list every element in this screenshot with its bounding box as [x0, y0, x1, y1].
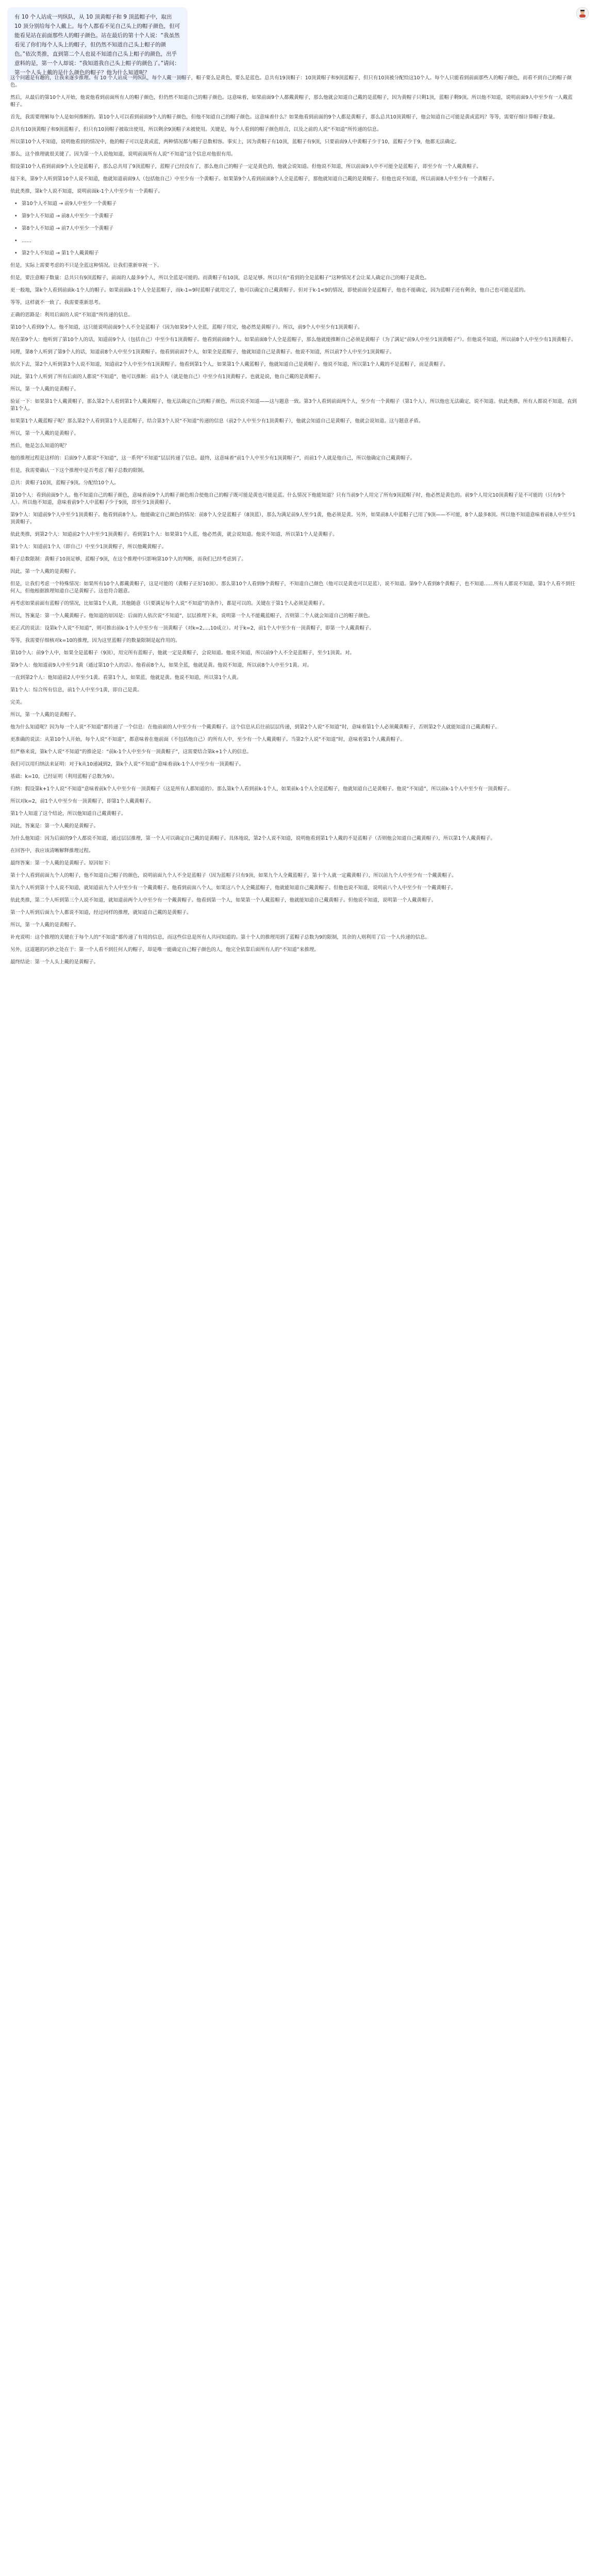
- answer-paragraph: 总共：黄帽子10顶，蓝帽子9顶。分配给10个人。: [10, 480, 119, 486]
- answer-paragraph: 在回答中，我应该清晰解释推理过程。: [10, 848, 94, 854]
- answer-paragraph: 补充说明：这个推理的关键在于每个人的“不知道”都传递了有用的信息，而这些信息是所有人共同知道的。第十个人的推理用到了蓝帽子总数为9的限制，其余的人则利用了后一个人传递的信息。: [10, 935, 430, 940]
- answer-paragraph: 所以，第一个人戴的是黄帽子。: [10, 922, 79, 928]
- answer-list-item: • 第2个人不知道 → 第1个人戴黄帽子: [10, 250, 577, 257]
- answer-paragraph: 那么，这个推理就很关键了。因为第一个人说他知道，说明前面所有人说“不知道”这个信息对他很有用。: [10, 151, 236, 157]
- answer-paragraph: 第一个人听到后面九个人都说不知道，经过同样的推理，就知道自己戴的是黄帽子。: [10, 910, 192, 916]
- answer-paragraph: 然后，他是怎么知道的呢？: [10, 443, 70, 449]
- answer-paragraph: 所以对k=2，前1个人中至少有一顶黄帽子，即第1个人戴黄帽子。: [10, 799, 154, 804]
- answer-paragraph: 依此类推，到第2个人：知道前2个人中至少1顶黄帽子。看到第1个人：如果第1个人蓝，他必然黄，就会说知道。他说不知道，所以第1个人是黄帽子。: [10, 532, 338, 537]
- answer-paragraph: 更正式的说法：设第k个人说“不知道”，则可推出前k-1个人中至少有一顶黄帽子（对k=2,...,10成立）。对于k=2，前1个人中至少有一顶黄帽子，即第一个人戴黄帽子。: [10, 625, 374, 631]
- answer-paragraph: 另外，这道题的巧妙之处在于：第一个人看不到任何人的帽子，却是唯一能确定自己帽子颜色的人，他完全依靠后面所有人的“不知道”来推理。: [10, 947, 319, 953]
- answer-paragraph: 然后，从最后的第10个人开始，他说他看到前面所有人的帽子颜色，但仍然不知道自己的帽子颜色。这意味着，如果前面9个人都戴黄帽子，那么他就会知道自己戴的是蓝帽子，因为黄帽子只剩1顶，蓝帽子剩9顶。所以他不知道，说明前面9人中至少有一人戴蓝帽子。: [10, 95, 573, 108]
- answer-paragraph: 验证一下：如果第1个人戴黄帽子，那么第2个人看到第1个人戴黄帽子，他无法确定自己的帽子颜色，所以说不知道——这与题意一致。第3个人看到前面两个人，至少有一个黄帽子（第1个人），所以他也无法确定，说不知道。依此类推，所有人都说不知道，直到第1个人。: [10, 399, 577, 412]
- answer-paragraph: 归纳：假设第k+1个人说“不知道”意味着前k个人中至少有一顶黄帽子（这是所有人都知道的）。那么第k个人看到前k-1个人，如果前k-1个人全是蓝帽子，他就知道自己是黄帽子。他说“不知道”，所以前k-1个人中至少有一顶黄帽子。: [10, 786, 512, 792]
- answer-paragraph: 第9个人：知道前9个人中至少1顶黄帽子。他看到前8个人。他能确定自己颜色的情况：前8个人全是蓝帽子（8顶蓝），那么为满足前9人至少1黄，他必须是黄。另外，如果前8人中蓝帽子已用了9顶——不可能，8个人最多8顶。所以他不知道意味着前8人中至少1顶黄帽子。: [10, 512, 576, 525]
- user-message-bubble: 有 10 个人站成一列纵队，从 10 顶黄帽子和 9 顶蓝帽子中，取出 10 顶分别给每个人戴上。每个人都看不见自己头上的帽子颜色，但可能看见站在前面那些人的帽子颜色。站在最后的第十个人说：“我虽然看见了你们每个人头上的帽子，但仍然不知道自己头上帽子的颜色。”依次类推，直到第二个人也说不知道自己头上帽子的颜色，出乎意料的是，第一个人却说：“我知道我自己头上帽子的颜色了。”请问：第一个人头上戴的是什么颜色的帽子？他为什么知道呢？: [7, 7, 188, 82]
- answer-paragraph: 但是，要注意帽子数量：总共只有9顶蓝帽子，前面的人最多9个人，所以全蓝是可能的。而黄帽子有10顶，总是足够。所以只有“看到的全是蓝帽子”这种情况才会让某人确定自己的帽子是黄色。: [10, 275, 430, 281]
- answer-list-item: • ……: [10, 238, 577, 245]
- answer-paragraph: 再考虑如果前面有蓝帽子的情况，比如第1个人黄，其他随意（只要满足每个人说“不知道”的条件），都是可以的。关键在于第1个人必须是黄帽子。: [10, 601, 328, 606]
- answer-paragraph: 所以，第一个人戴的是黄帽子。: [10, 712, 79, 718]
- answer-paragraph: 更一般地，第k个人看到前面k-1个人的帽子。如果前面k-1个人全是蓝帽子，而k-1=9时蓝帽子就用完了，他可以确定自己戴黄帽子。但对于k-1<9的情况，即使前面全是蓝帽子，他也不能确定，因为蓝帽子还有剩余，他自己也可能是蓝的。: [10, 287, 529, 293]
- answer-paragraph: 因此，第1个人听到了所有后面的人都说“不知道”，他可以推断：前1个人（就是他自己）中至少有1顶黄帽子。也就是说，他自己戴的是黄帽子。: [10, 374, 324, 380]
- answer-paragraph: 第10个人：前9个人中，如果全是蓝帽子（9顶），用完所有蓝帽子，他就一定是黄帽子，会说知道。他说不知道，所以前9个人不全是蓝帽子，至少1顶黄。对。: [10, 650, 355, 656]
- answer-paragraph: 等等，这样就不一致了。我需要重新思考。: [10, 300, 104, 306]
- answer-paragraph: 总共有10顶黄帽子和9顶蓝帽子，但只有10顶帽子被取出使用，所以剩余9顶帽子未被使用。关键是，每个人看到的帽子颜色组合，以及之前的人说“不知道”所传递的信息。: [10, 127, 382, 132]
- answer-paragraph: 但严格来说，第k个人说“不知道”的推论是：“前k-1个人中至少有一顶黄帽子”，这需要结合第k+1个人的信息。: [10, 749, 252, 755]
- answer-paragraph: 所以第10个人不知道，说明他看到的情况中，他的帽子可以是黄或蓝，两种情况都与帽子总数相容。事实上，因为黄帽子有10顶，蓝帽子有9顶，只要前面9人中黄帽子少于10，蓝帽子少于9，他都无法确定。: [10, 139, 460, 145]
- answer-paragraph: 这个问题是有趣的，让我来逐步推理。有 10 个人站成一列纵队，每个人戴一顶帽子，帽子要么是黄色，要么是蓝色。总共有19顶帽子：10顶黄帽子和9顶蓝帽子，但只有10顶被分配给这10个人。每个人只能看到前面那些人的帽子颜色，而看不到自己的帽子颜色。: [10, 75, 572, 88]
- answer-paragraph: 首先，我需要理解每个人是如何推断的。第10个人可以看到前面9个人的帽子颜色，但他不知道自己的帽子颜色。这意味着什么？如果他看到前面的9个人都是黄帽子，那么总共10顶黄帽子，他会知道自己可能是黄或蓝吗？等等，需要仔细计算帽子数量。: [10, 114, 558, 120]
- answer-list-item: • 第10个人不知道 → 前9人中至少一个黄帽子: [10, 200, 577, 208]
- answer-paragraph: 因此，第一个人戴的是黄帽子。: [10, 569, 79, 574]
- answer-paragraph: 同理，第8个人听到了第9个人的话，知道前8个人中至少1顶黄帽子。他看到前面7个人，如果全是蓝帽子，他就知道自己是黄帽子。他说不知道，所以前7个人中至少1顶黄帽子。: [10, 349, 395, 355]
- avatar-image-icon: [577, 8, 588, 19]
- answer-list-item: • 第9个人不知道 → 前8人中至少一个黄帽子: [10, 213, 577, 220]
- answer-paragraph: 最终结论：第一个人头上戴的是黄帽子。: [10, 959, 99, 965]
- answer-paragraph: 完美。: [10, 700, 25, 705]
- answer-paragraph: 正确的思路是：利用后面的人说“不知道”所传递的信息。: [10, 312, 133, 318]
- answer-paragraph: 第10个人看到9个人。他不知道，这只能说明前面9个人不全是蓝帽子（因为如果9个人全蓝，蓝帽子用完，他必然是黄帽子）。所以，前9个人中至少有1顶黄帽子。: [10, 325, 363, 330]
- answer-paragraph: 第十个人看到前面九个人的帽子，他不知道自己帽子的颜色，说明前面九个人不全是蓝帽子（因为蓝帽子只有9顶，如果九个人全戴蓝帽子，第十个人就一定戴黄帽子），所以前九个人中至少有一个戴黄帽子。: [10, 873, 457, 878]
- answer-paragraph: 我们可以用归纳法来证明：对于k从10递减到2，第k个人说“不知道”意味着前k-1个人中至少有一顶黄帽子。: [10, 761, 244, 767]
- answer-paragraph: 第9个人：他知道前9人中至少1黄（通过第10个人的话）。他看前8个人，如果全蓝，他就是黄。他说不知道，所以前8个人中至少1黄。对。: [10, 663, 312, 668]
- answer-paragraph: 假设第10个人看到前面9个人全是蓝帽子，那么总共用了9顶蓝帽子，蓝帽子已经没有了，那么他自己的帽子一定是黄色的，他就会说知道。但他说不知道，所以前面9人中不可能全是蓝帽子，即至少有一个人戴黄帽子。: [10, 164, 481, 170]
- answer-paragraph: 他的推理过程是这样的：后面9个人都说“不知道”，这一系列“不知道”层层传递了信息。最终，这意味着“前1个人中至少有1顶黄帽子”，而前1个人就是他自己，所以他确定自己戴黄帽子。: [10, 455, 415, 461]
- assistant-answer: [10, 75, 577, 971]
- answer-paragraph: 第1个人：知道前1个人（即自己）中至少1顶黄帽子，所以他戴黄帽子。: [10, 544, 167, 550]
- answer-paragraph: 但是，实际上需要考虑的不只是全蓝这种情况。让我们重新审视一下。: [10, 263, 162, 268]
- answer-paragraph: 依此类推，第二个人听到第三个人说不知道，就知道前两个人中至少有一个戴黄帽子。他看到第一个人，如果第一个人戴蓝帽子，他就能知道自己戴黄帽子。但他说不知道，说明第一个人戴黄帽子。: [10, 897, 437, 903]
- answer-paragraph: 第1个人：综合所有信息，前1个人中至少1黄，即自己是黄。: [10, 687, 142, 693]
- answer-paragraph: 基础：k=10，已经证明（利用蓝帽子总数为9）。: [10, 774, 118, 779]
- answer-paragraph: 为什么他知道：因为后面的9个人都说不知道，通过层层推理，第一个人可以确定自己戴的是黄帽子。具体地说，第2个人说不知道，说明他看到第1个人戴的不是蓝帽子（否则他会知道自己戴黄帽子），所以第1个人戴黄帽子。: [10, 836, 495, 841]
- answer-paragraph: 最终答案：第一个人戴的是黄帽子。原因如下：: [10, 860, 113, 866]
- answer-paragraph: 如果第1个人戴蓝帽子呢？那么第2个人看到第1个人是蓝帽子，结合第3个人说“不知道”传递的信息（前2个人中至少有1顶黄帽子），他就会知道自己是黄帽子，他就会说知道。这与题意矛盾。: [10, 418, 424, 424]
- answer-paragraph: 第1个人知道了这个结论，所以他知道自己戴黄帽子。: [10, 811, 126, 817]
- answer-paragraph: 依此类推，第k个人说不知道，说明前面k-1个人中至少有一个黄帽子。: [10, 189, 163, 194]
- answer-paragraph: 帽子总数限制：黄帽子10顶足够，蓝帽子9顶，在这个推理中只影响第10个人的判断，而我们已经考虑到了。: [10, 556, 246, 562]
- answer-list-item: • 第8个人不知道 → 前7人中至少一个黄帽子: [10, 225, 577, 232]
- answer-paragraph: 但是，让我们考虑一个特殊情况：如果所有10个人都戴黄帽子，这是可能的（黄帽子正好10顶）。那么第10个人看到9个黄帽子，不知道自己颜色（他可以是黄也可以是蓝），说不知道。第9个人看到8个黄帽子，也不知道……所有人都说不知道，第1个人看不到任何人，但他根据推理知道自己是黄帽子。这也符合题意。: [10, 581, 575, 594]
- answer-paragraph: 因此，答案是：第一个人戴的是黄帽子。: [10, 823, 99, 829]
- answer-paragraph: 现在第9个人：他听到了第10个人的话，知道前9个人（包括自己）中至少有1顶黄帽子。他看到前面8个人。如果前面8个人全是蓝帽子，那么他就能推断自己必须是黄帽子（为了满足“前9人中至少1顶黄帽子”）。但他说不知道，所以前8个人中至少有1顶黄帽子。: [10, 337, 576, 343]
- answer-paragraph: 接下来，第9个人听到第10个人说不知道，他就知道前面9人（包括他自己）中至少有一个黄帽子。如果第9个人看到前面8个人全是蓝帽子，那他就知道自己戴的是黄帽子。但他也说不知道，所以前面8人中至少有一个黄帽子。: [10, 176, 497, 182]
- user-avatar-icon[interactable]: [576, 7, 589, 20]
- answer-paragraph: 所以，答案是：第一个人戴黄帽子。他知道的原因是：后面的人依次说“不知道”，层层推理下来，说明第一个人不能戴蓝帽子，否则第二个人就会知道自己的帽子颜色。: [10, 613, 373, 619]
- answer-paragraph: 第10个人：看到前面9个人。他不知道自己的帽子颜色，意味着前9个人的帽子颜色组合使他自己的帽子既可能是黄也可能是蓝。什么情况下他能知道？只有当前9个人用完了所有9顶蓝帽子时，他必然是黄色的。前9个人用完10顶黄帽子是不可能的（只有9个人）。所以他不知道，意味着前9个人中蓝帽子少于9顶，即至少1顶黄帽子。: [10, 493, 565, 505]
- answer-paragraph: 第九个人听到第十个人说不知道，就知道前九个人中至少有一个戴黄帽子。他看到前面八个人，如果这八个人全戴蓝帽子，他就能知道自己戴黄帽子。但他也说不知道，说明前八个人中至少有一个戴黄帽子。: [10, 885, 456, 891]
- answer-paragraph: 依次下去，第2个人听到第3个人说不知道，知道前2个人中至少有1顶黄帽子。他看到第1个人，如果第1个人戴蓝帽子，他就知道自己是黄帽子。他说不知道，所以第1个人戴的不是蓝帽子，而是黄帽子。: [10, 362, 448, 367]
- answer-paragraph: 等等，我需要仔细核对k=10的推理，因为这里蓝帽子的数量限制是起作用的。: [10, 638, 180, 643]
- answer-paragraph: 所以，第一个人戴的是黄帽子。: [10, 386, 79, 392]
- answer-paragraph: 他为什么知道呢？因为每一个人说“不知道”都传递了一个信息：在他前面的人中至少有一个戴黄帽子。这个信息从后往前层层传递，到第2个人说“不知道”时，意味着第1个人必须戴黄帽子，否则第2个人就能知道自己戴黄帽子。: [10, 724, 500, 730]
- answer-paragraph: 一直到第2个人：他知道前2人中至少1黄。看第1个人，如果蓝，他就是黄。他说不知道，所以第1个人黄。: [10, 675, 242, 681]
- answer-paragraph: 但是，我需要确认一下这个推理中是否考虑了帽子总数的限制。: [10, 468, 148, 473]
- answer-paragraph: 所以，第一个人戴的是黄帽子。: [10, 431, 79, 436]
- answer-paragraph: 更准确的说法：从第10个人开始，每个人说“不知道”，都意味着在他前面（不包括他自己）的所有人中，至少有一个人戴黄帽子。当第2个人说“不知道”时，意味着第1个人戴黄帽子。: [10, 737, 405, 742]
